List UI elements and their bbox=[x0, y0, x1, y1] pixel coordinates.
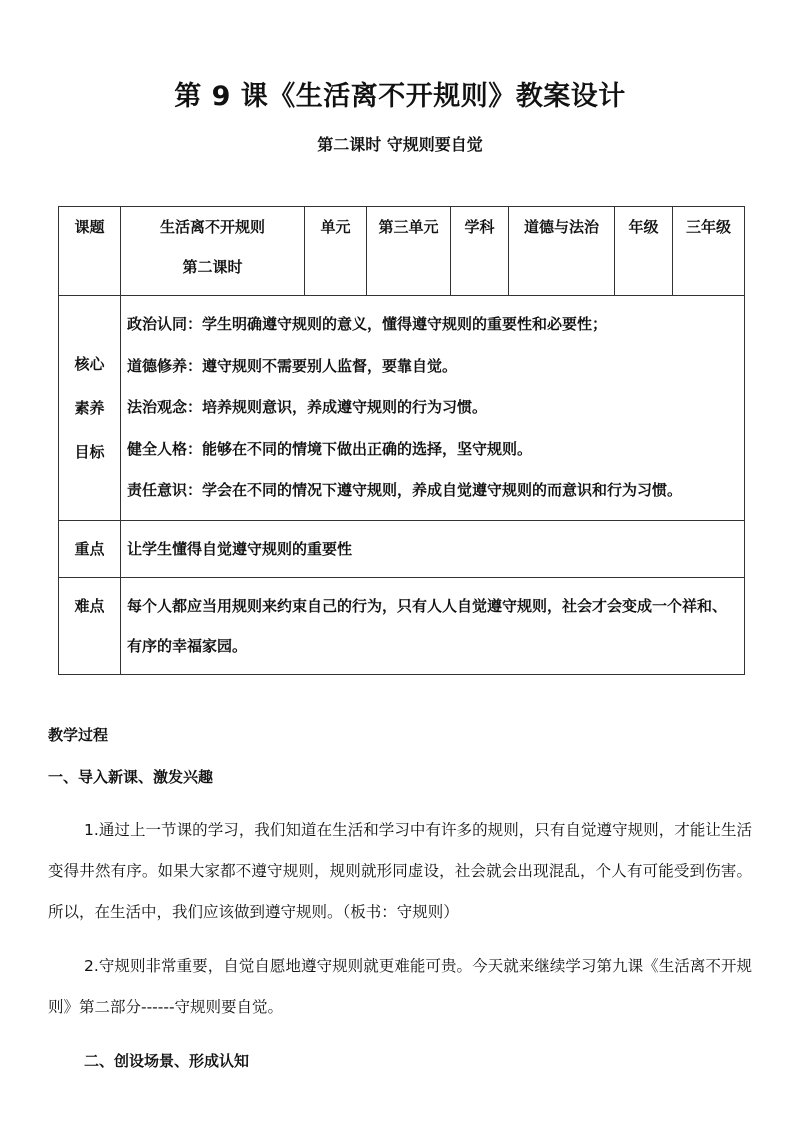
section-2-title: 二、创设场景、形成认知 bbox=[84, 1052, 250, 1070]
paragraph-2: 2.守规则非常重要，自觉自愿地遵守规则就更难能可贵。今天就来继续学习第九课《生活离不开规则》第二部分------守规则要自觉。 bbox=[48, 957, 752, 1016]
topic-value bbox=[121, 207, 305, 296]
subject-label: 学科 bbox=[451, 207, 509, 296]
goal-item: 健全人格：能够在不同的情境下做出正确的选择，坚守规则。 bbox=[127, 439, 533, 458]
core-goals-label bbox=[59, 296, 121, 521]
difficulty-label: 难点 bbox=[59, 577, 121, 674]
table-row-key-point bbox=[59, 520, 745, 577]
core-label-line1: 核心 bbox=[74, 354, 105, 373]
table-row-difficulty bbox=[59, 577, 745, 674]
core-label-line2: 素养 bbox=[74, 398, 105, 417]
lesson-info-table bbox=[58, 206, 745, 675]
core-goals-content bbox=[121, 296, 745, 521]
table-row-goals bbox=[59, 296, 745, 521]
topic-value-line1: 生活离不开规则 bbox=[159, 218, 265, 236]
subject-value: 道德与法治 bbox=[509, 207, 615, 296]
topic-label: 课题 bbox=[59, 207, 121, 296]
topic-value-line2: 第二课时 bbox=[182, 258, 243, 276]
process-heading: 教学过程 bbox=[48, 726, 109, 744]
unit-label: 单元 bbox=[305, 207, 367, 296]
document-title: 第 9 课《生活离不开规则》教案设计 bbox=[174, 81, 626, 112]
grade-value: 三年级 bbox=[673, 207, 745, 296]
unit-value: 第三单元 bbox=[367, 207, 451, 296]
key-point-label: 重点 bbox=[59, 520, 121, 577]
difficulty-value: 每个人都应当用规则来约束自己的行为，只有人人自觉遵守规则，社会才会变成一个祥和、有序的幸福家园。 bbox=[121, 577, 745, 674]
goal-item: 政治认同：学生明确遵守规则的意义，懂得遵守规则的重要性和必要性； bbox=[127, 315, 608, 333]
core-label-line3: 目标 bbox=[74, 442, 105, 461]
paragraph-1: 1.通过上一节课的学习，我们知道在生活和学习中有许多的规则，只有自觉遵守规则，才能让生活变得井然有序。如果大家都不遵守规则，规则就形同虚设，社会就会出现混乱，个人有可能受到伤害。所以，在生活中，我们应该做到遵守规则。（板书：守规则） bbox=[48, 821, 752, 921]
goal-item: 责任意识：学会在不同的情况下遵守规则，养成自觉遵守规则的而意识和行为习惯。 bbox=[127, 481, 683, 499]
key-point-value: 让学生懂得自觉遵守规则的重要性 bbox=[121, 520, 745, 577]
goal-item: 法治观念：培养规则意识，养成遵守规则的行为习惯。 bbox=[127, 398, 488, 416]
document-subtitle: 第二课时 守规则要自觉 bbox=[317, 135, 483, 154]
grade-label: 年级 bbox=[615, 207, 673, 296]
goal-item: 道德修养：遵守规则不需要别人监督，要靠自觉。 bbox=[127, 356, 458, 375]
table-row-header bbox=[59, 207, 745, 296]
section-1-title: 一、导入新课、激发兴趣 bbox=[48, 768, 214, 786]
